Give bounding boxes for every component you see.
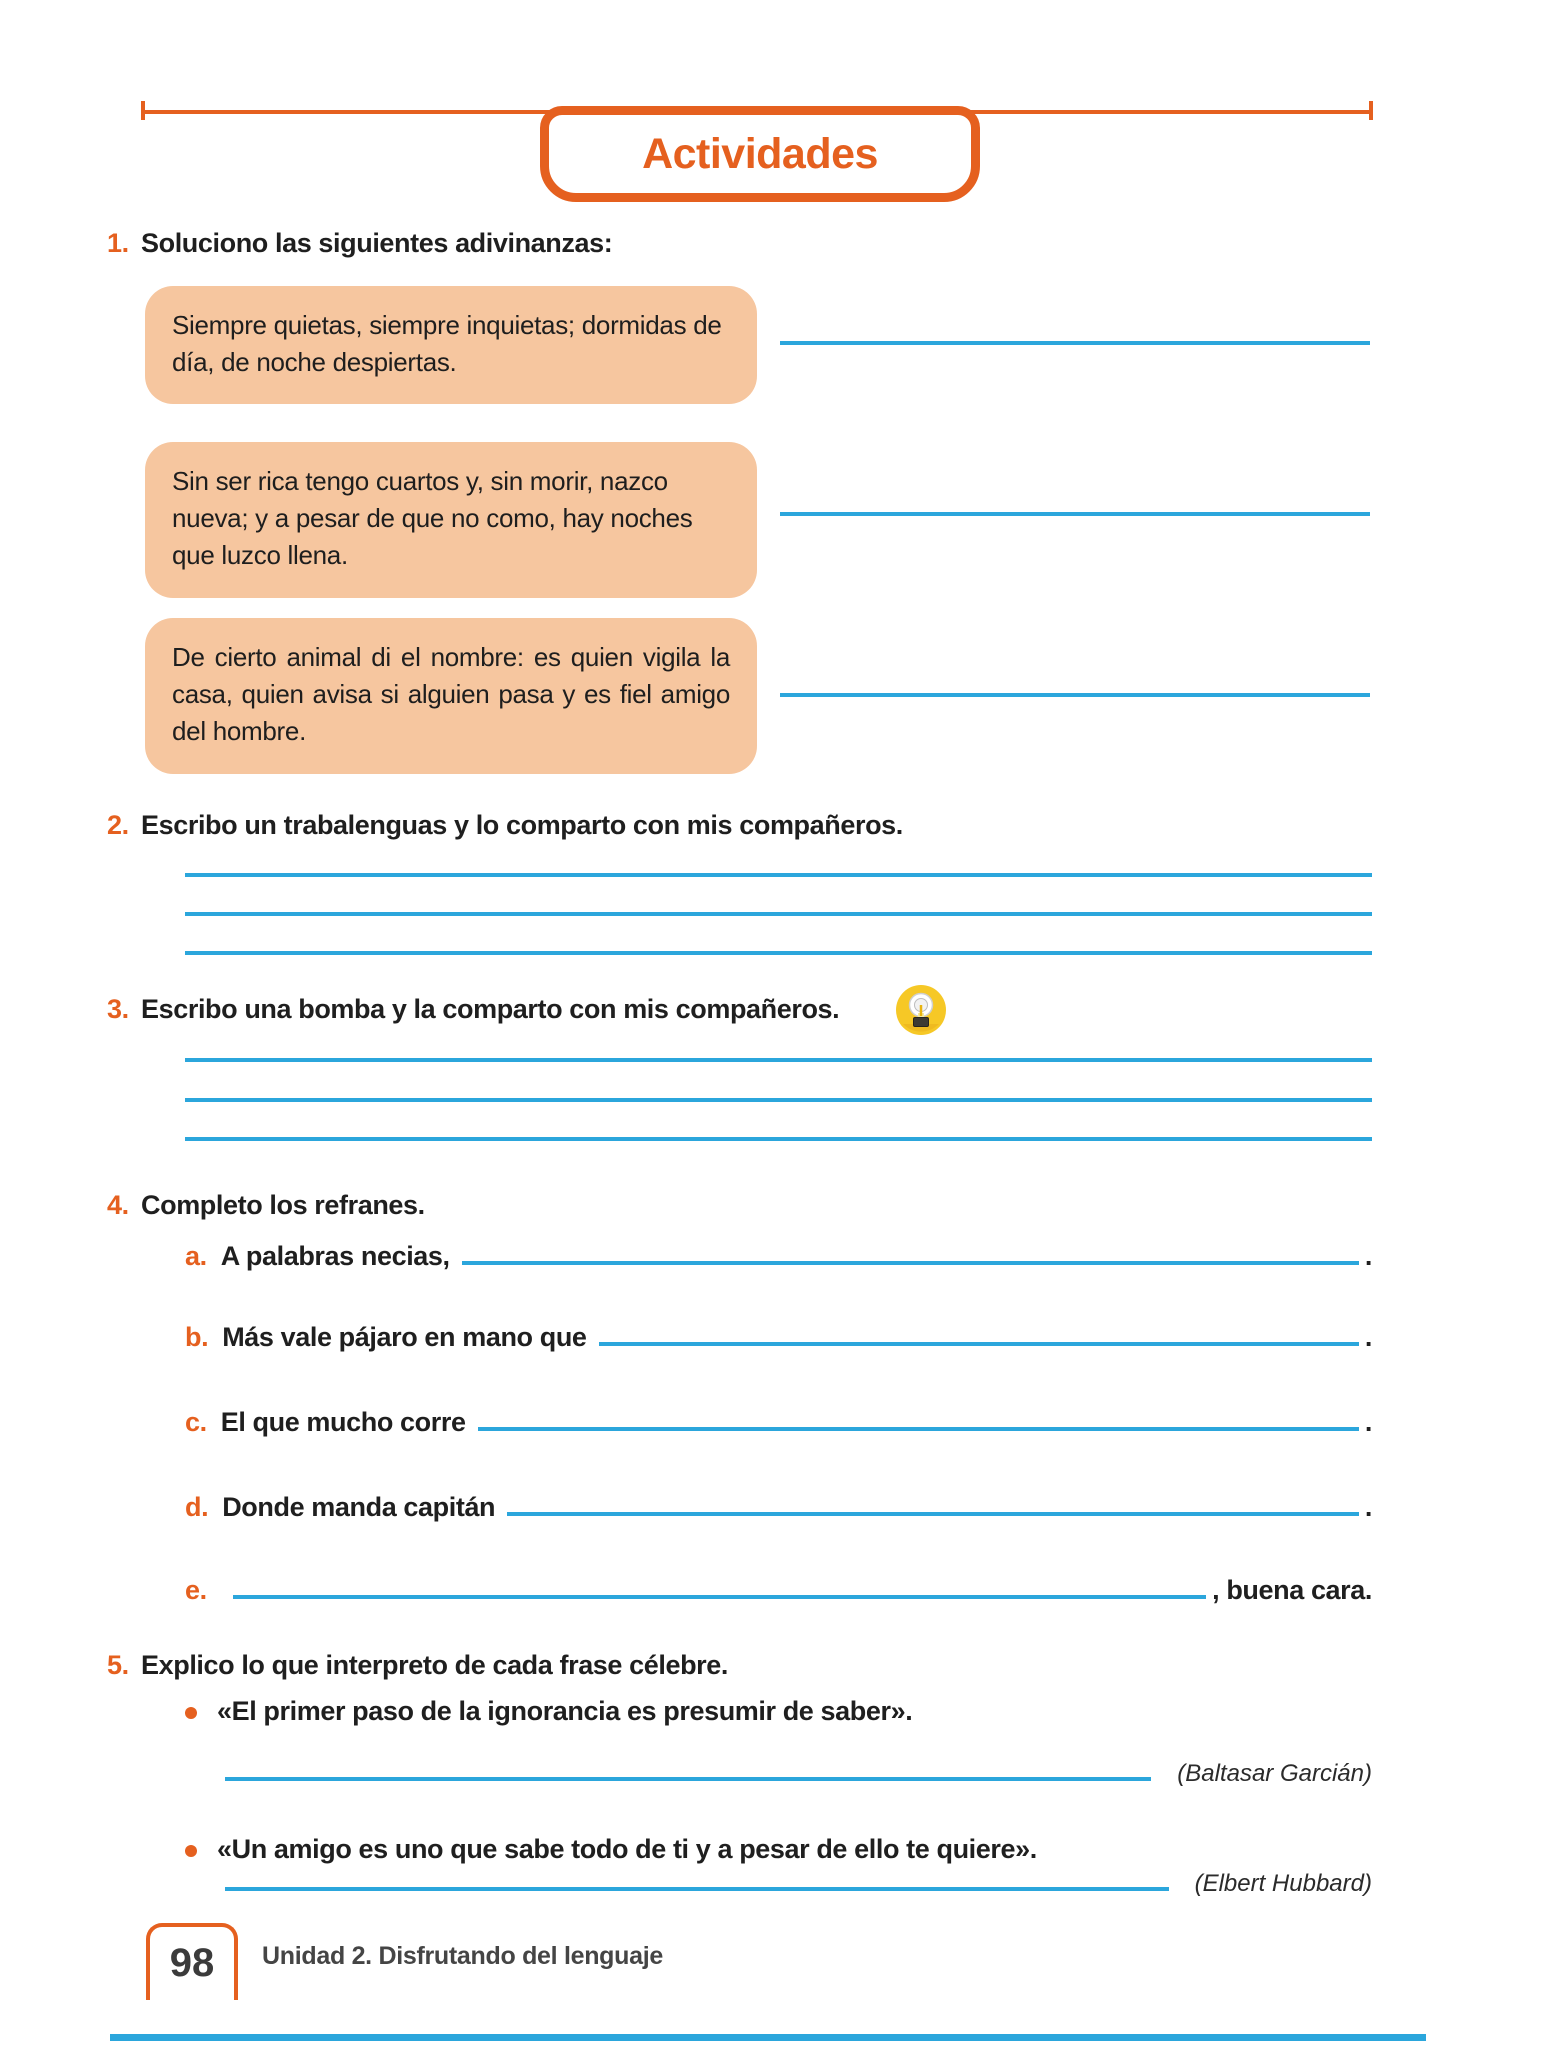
riddle-2-text: Sin ser rica tengo cuartos y, sin morir, nazco nueva; y a pesar de que no como, hay noches que luzco llena. <box>172 466 693 571</box>
item-1-number: 1. <box>107 228 129 258</box>
quote-1-answer-row <box>225 1742 1372 1788</box>
refran-c-write-line <box>478 1427 1359 1431</box>
activity-item-1 <box>107 228 1357 259</box>
header-rule-right-tick <box>1369 101 1373 120</box>
riddle-box-2 <box>145 442 757 598</box>
refran-e-letter: e. <box>185 1575 207 1605</box>
item-3-write-line-1 <box>185 1058 1372 1062</box>
refran-e-write-line <box>233 1595 1206 1599</box>
refran-a-write-line <box>462 1261 1359 1265</box>
item-3-text: Escribo una bomba y la comparto con mis compañeros. <box>141 994 840 1024</box>
bullet-dot-icon <box>185 1707 197 1719</box>
riddle-box-3 <box>145 618 757 774</box>
riddle-2-answer-line <box>780 512 1370 516</box>
item-2-write-line-1 <box>185 873 1372 877</box>
quote-2-author: (Elbert Hubbard) <box>1194 1870 1372 1897</box>
item-4-text: Completo los refranes. <box>141 1190 425 1220</box>
refran-a-end-text: . <box>1364 1241 1372 1271</box>
quote-1-text: «El primer paso de la ignorancia es presumir de saber». <box>217 1696 913 1726</box>
quote-1-write-line <box>225 1777 1151 1781</box>
refran-row-c <box>185 1396 1372 1438</box>
refran-row-b <box>185 1311 1372 1353</box>
quote-1-author: (Baltasar Garcián) <box>1177 1760 1372 1787</box>
page-number-box <box>146 1923 238 2000</box>
header-rule-left-tick <box>141 101 145 120</box>
activity-item-4 <box>107 1190 1357 1221</box>
riddle-3-answer-line <box>780 693 1370 697</box>
refran-e-end-text: , buena cara. <box>1212 1575 1372 1605</box>
activity-item-2 <box>107 810 1357 841</box>
refran-c-start-text: El que mucho corre <box>220 1407 466 1437</box>
refran-d-start-text: Donde manda capitán <box>222 1492 496 1522</box>
riddle-1-answer-line <box>780 341 1370 345</box>
bullet-dot-icon <box>185 1845 197 1857</box>
refran-b-start-text: Más vale pájaro en mano que <box>222 1322 587 1352</box>
item-5-text: Explico lo que interpreto de cada frase célebre. <box>141 1650 729 1680</box>
quote-2-text: «Un amigo es uno que sabe todo de ti y a pesar de ello te quiere». <box>217 1834 1037 1864</box>
riddle-3-text: De cierto animal di el nombre: es quien vigila la casa, quien avisa si alguien pasa y es fiel amigo del hombre. <box>172 642 730 747</box>
refran-d-letter: d. <box>185 1492 209 1522</box>
refran-a-letter: a. <box>185 1241 207 1271</box>
refran-b-letter: b. <box>185 1322 209 1352</box>
refran-row-e <box>185 1564 1372 1606</box>
quote-row-1 <box>185 1696 1372 1727</box>
refran-d-end-text: . <box>1364 1492 1372 1522</box>
bottom-bar <box>110 2034 1426 2041</box>
page-number: 98 <box>169 1941 215 1985</box>
quote-2-write-line <box>225 1887 1169 1891</box>
item-3-write-line-2 <box>185 1098 1372 1102</box>
refran-c-letter: c. <box>185 1407 207 1437</box>
activity-item-3 <box>107 994 1357 1025</box>
footer-unit-title: Unidad 2. Disfrutando del lenguaje <box>262 1942 663 1970</box>
refran-b-write-line <box>599 1342 1359 1346</box>
item-2-write-line-2 <box>185 912 1372 916</box>
item-2-number: 2. <box>107 810 129 840</box>
riddle-box-1 <box>145 286 757 404</box>
refran-c-end-text: . <box>1364 1407 1372 1437</box>
item-3-write-line-3 <box>185 1137 1372 1141</box>
lightbulb-icon <box>895 984 947 1036</box>
refran-d-write-line <box>507 1512 1359 1516</box>
item-1-text: Soluciono las siguientes adivinanzas: <box>141 228 613 258</box>
item-2-text: Escribo un trabalenguas y lo comparto con mis compañeros. <box>141 810 903 840</box>
refran-a-start-text: A palabras necias, <box>220 1241 450 1271</box>
item-3-number: 3. <box>107 994 129 1024</box>
activities-title-box <box>540 106 980 202</box>
item-2-write-line-3 <box>185 951 1372 955</box>
page-title: Actividades <box>642 129 878 178</box>
refran-row-d <box>185 1481 1372 1523</box>
refran-row-a <box>185 1230 1372 1272</box>
activity-item-5 <box>107 1650 1357 1681</box>
item-5-number: 5. <box>107 1650 129 1680</box>
riddle-1-text: Siempre quietas, siempre inquietas; dormidas de día, de noche despiertas. <box>172 310 722 378</box>
quote-2-answer-row <box>225 1852 1372 1898</box>
item-4-number: 4. <box>107 1190 129 1220</box>
refran-b-end-text: . <box>1364 1322 1372 1352</box>
